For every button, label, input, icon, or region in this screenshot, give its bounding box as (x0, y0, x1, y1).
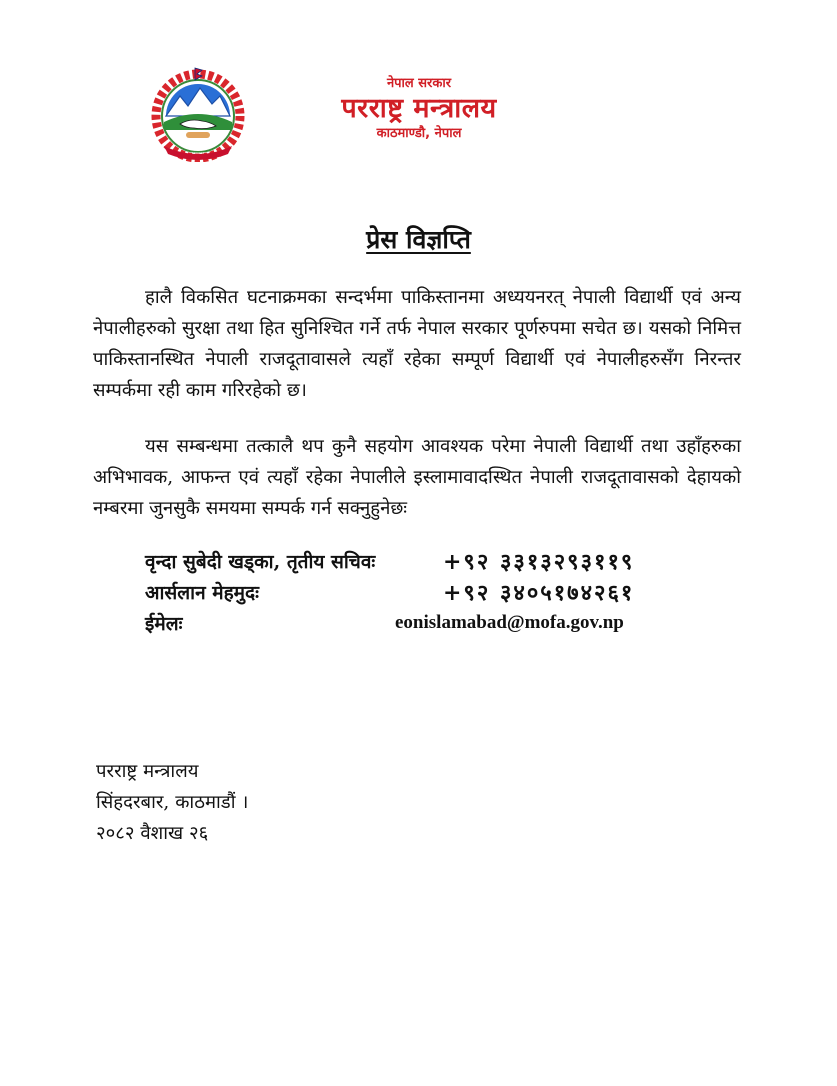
signoff-block (96, 756, 248, 849)
document-title: प्रेस विज्ञप्ति (366, 225, 471, 254)
contact-label: आर्सलान मेहमुदः (145, 582, 259, 604)
contact-phone: +९२ ३३१३२९३११९ (443, 549, 635, 575)
nepal-emblem-icon (150, 66, 246, 162)
org-name: परराष्ट्र मन्त्रालय (341, 93, 497, 124)
paragraph-1: हालै विकसित घटनाक्रमका सन्दर्भमा पाकिस्तानमा अध्ययनरत् नेपाली विद्यार्थी एवं अन्य नेपालीहरुको सुरक्षा तथा हित सुनिश्चित गर्ने तर्फ नेपाल सरकार पूर्णरुपमा सचेत छ। यसको निमित्त पाकिस्तानस्थित नेपाली राजदूतावासले त्यहाँ रहेका सम्पूर्ण विद्यार्थी एवं नेपालीहरुसँग निरन्तर सम्पर्कमा रही काम गरिरहेको छ। (93, 287, 741, 401)
org-address: काठमाण्डौ, नेपाल (376, 126, 462, 141)
org-block (294, 76, 544, 142)
signoff-ministry: परराष्ट्र मन्त्रालय (96, 761, 199, 782)
contact-label: वृन्दा सुबेदी खड्का, तृतीय सचिवः (145, 551, 376, 573)
org-top-line: नेपाल सरकार (386, 76, 452, 91)
signoff-address: सिंहदरबार, काठमाडौं । (96, 792, 249, 813)
contact-email[interactable]: eonislamabad@mofa.gov.np (395, 612, 624, 633)
svg-text:॰॰॰॰॰॰: ॰॰॰॰॰॰ (191, 151, 205, 157)
contact-row (145, 548, 665, 579)
letterhead (150, 66, 570, 166)
contact-row (145, 579, 665, 610)
contact-row (145, 610, 665, 641)
contact-list (145, 548, 665, 641)
contact-phone: +९२ ३४०५१७४२६१ (443, 580, 635, 606)
contact-label: ईमेलः (145, 613, 183, 635)
paragraph-2: यस सम्बन्धमा तत्कालै थप कुनै सहयोग आवश्यक परेमा नेपाली विद्यार्थी तथा उहाँहरुका अभिभावक, आफन्त एवं त्यहाँ रहेका नेपालीले इस्लामावादस्थित नेपाली राजदूतावासको देहायको नम्बरमा जुनसुकै समयमा सम्पर्क गर्न सक्नुहुनेछः (93, 436, 741, 519)
signoff-date: २०८२ वैशाख २६ (96, 823, 209, 844)
